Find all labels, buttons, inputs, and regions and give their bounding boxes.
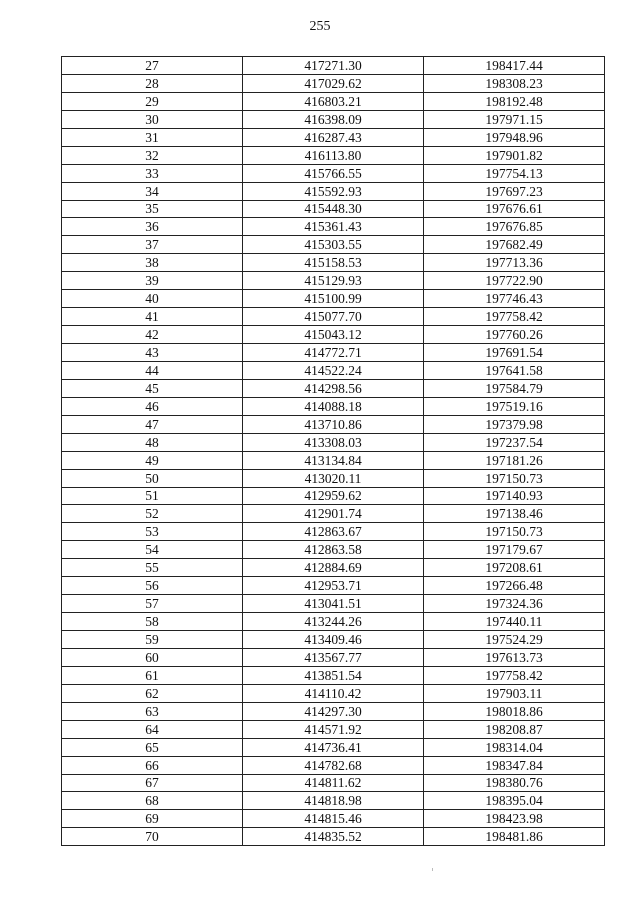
point-number-cell: 28: [62, 74, 243, 92]
table-row: [62, 451, 605, 469]
point-number-cell: 70: [62, 828, 243, 846]
x-coordinate-cell: 412863.58: [243, 541, 424, 559]
y-coordinate-cell: 198314.04: [424, 738, 605, 756]
point-number-cell: 61: [62, 666, 243, 684]
x-coordinate-cell: 414088.18: [243, 397, 424, 415]
table-row: [62, 595, 605, 613]
table-row: [62, 810, 605, 828]
x-coordinate-cell: 415448.30: [243, 200, 424, 218]
point-number-cell: 53: [62, 523, 243, 541]
table-row: [62, 74, 605, 92]
point-number-cell: 29: [62, 92, 243, 110]
point-number-cell: 43: [62, 344, 243, 362]
table-row: [62, 92, 605, 110]
x-coordinate-cell: 413020.11: [243, 469, 424, 487]
x-coordinate-cell: 416803.21: [243, 92, 424, 110]
x-coordinate-cell: 413710.86: [243, 415, 424, 433]
y-coordinate-cell: 197746.43: [424, 290, 605, 308]
point-number-cell: 59: [62, 631, 243, 649]
table-row: [62, 344, 605, 362]
table-row: [62, 433, 605, 451]
y-coordinate-cell: 197682.49: [424, 236, 605, 254]
point-number-cell: 32: [62, 146, 243, 164]
y-coordinate-cell: 198481.86: [424, 828, 605, 846]
x-coordinate-cell: 417271.30: [243, 57, 424, 75]
point-number-cell: 44: [62, 361, 243, 379]
y-coordinate-cell: 197948.96: [424, 128, 605, 146]
table-row: [62, 559, 605, 577]
point-number-cell: 41: [62, 308, 243, 326]
x-coordinate-cell: 415303.55: [243, 236, 424, 254]
table-row: [62, 110, 605, 128]
point-number-cell: 38: [62, 254, 243, 272]
table-row: [62, 379, 605, 397]
y-coordinate-cell: 197208.61: [424, 559, 605, 577]
table-row: [62, 774, 605, 792]
point-number-cell: 47: [62, 415, 243, 433]
table-row: [62, 200, 605, 218]
point-number-cell: 35: [62, 200, 243, 218]
y-coordinate-cell: 197713.36: [424, 254, 605, 272]
x-coordinate-cell: 412959.62: [243, 487, 424, 505]
y-coordinate-cell: 197524.29: [424, 631, 605, 649]
table-row: [62, 720, 605, 738]
y-coordinate-cell: 197760.26: [424, 326, 605, 344]
x-coordinate-cell: 412901.74: [243, 505, 424, 523]
table-row: [62, 164, 605, 182]
x-coordinate-cell: 414772.71: [243, 344, 424, 362]
y-coordinate-cell: 197140.93: [424, 487, 605, 505]
y-coordinate-cell: 197676.61: [424, 200, 605, 218]
y-coordinate-cell: 198395.04: [424, 792, 605, 810]
point-number-cell: 40: [62, 290, 243, 308]
point-number-cell: 63: [62, 702, 243, 720]
x-coordinate-cell: 415129.93: [243, 272, 424, 290]
point-number-cell: 52: [62, 505, 243, 523]
y-coordinate-cell: 197676.85: [424, 218, 605, 236]
y-coordinate-cell: 198380.76: [424, 774, 605, 792]
table-row: [62, 487, 605, 505]
y-coordinate-cell: 197722.90: [424, 272, 605, 290]
point-number-cell: 60: [62, 648, 243, 666]
x-coordinate-cell: 413041.51: [243, 595, 424, 613]
point-number-cell: 62: [62, 684, 243, 702]
point-number-cell: 31: [62, 128, 243, 146]
table-row: [62, 631, 605, 649]
x-coordinate-cell: 412863.67: [243, 523, 424, 541]
x-coordinate-cell: 414297.30: [243, 702, 424, 720]
table-row: [62, 128, 605, 146]
point-number-cell: 49: [62, 451, 243, 469]
x-coordinate-cell: 414110.42: [243, 684, 424, 702]
table-row: [62, 415, 605, 433]
x-coordinate-cell: 413851.54: [243, 666, 424, 684]
y-coordinate-cell: 197901.82: [424, 146, 605, 164]
x-coordinate-cell: 415592.93: [243, 182, 424, 200]
y-coordinate-cell: 197379.98: [424, 415, 605, 433]
y-coordinate-cell: 197697.23: [424, 182, 605, 200]
table-row: [62, 361, 605, 379]
point-number-cell: 45: [62, 379, 243, 397]
y-coordinate-cell: 197237.54: [424, 433, 605, 451]
y-coordinate-cell: 197138.46: [424, 505, 605, 523]
table-row: [62, 290, 605, 308]
table-row: [62, 702, 605, 720]
point-number-cell: 46: [62, 397, 243, 415]
coordinates-table: [61, 56, 605, 846]
point-number-cell: 65: [62, 738, 243, 756]
point-number-cell: 36: [62, 218, 243, 236]
x-coordinate-cell: 414835.52: [243, 828, 424, 846]
x-coordinate-cell: 413134.84: [243, 451, 424, 469]
point-number-cell: 33: [62, 164, 243, 182]
y-coordinate-cell: 198192.48: [424, 92, 605, 110]
y-coordinate-cell: 197324.36: [424, 595, 605, 613]
x-coordinate-cell: 416287.43: [243, 128, 424, 146]
y-coordinate-cell: 198308.23: [424, 74, 605, 92]
x-coordinate-cell: 412953.71: [243, 577, 424, 595]
table-row: [62, 236, 605, 254]
table-row: [62, 505, 605, 523]
x-coordinate-cell: 415766.55: [243, 164, 424, 182]
point-number-cell: 64: [62, 720, 243, 738]
x-coordinate-cell: 414818.98: [243, 792, 424, 810]
y-coordinate-cell: 197758.42: [424, 666, 605, 684]
y-coordinate-cell: 197150.73: [424, 523, 605, 541]
y-coordinate-cell: 197971.15: [424, 110, 605, 128]
table-row: [62, 57, 605, 75]
table-row: [62, 182, 605, 200]
table-row: [62, 792, 605, 810]
point-number-cell: 37: [62, 236, 243, 254]
x-coordinate-cell: 414811.62: [243, 774, 424, 792]
table-row: [62, 218, 605, 236]
x-coordinate-cell: 412884.69: [243, 559, 424, 577]
point-number-cell: 56: [62, 577, 243, 595]
y-coordinate-cell: 197584.79: [424, 379, 605, 397]
x-coordinate-cell: 414298.56: [243, 379, 424, 397]
x-coordinate-cell: 415077.70: [243, 308, 424, 326]
point-number-cell: 27: [62, 57, 243, 75]
y-coordinate-cell: 197266.48: [424, 577, 605, 595]
point-number-cell: 30: [62, 110, 243, 128]
y-coordinate-cell: 197519.16: [424, 397, 605, 415]
table-row: [62, 523, 605, 541]
table-row: [62, 577, 605, 595]
scan-speck: [432, 868, 433, 871]
x-coordinate-cell: 414782.68: [243, 756, 424, 774]
table-row: [62, 308, 605, 326]
x-coordinate-cell: 416113.80: [243, 146, 424, 164]
table-row: [62, 541, 605, 559]
x-coordinate-cell: 414815.46: [243, 810, 424, 828]
y-coordinate-cell: 197181.26: [424, 451, 605, 469]
table-row: [62, 326, 605, 344]
table-row: [62, 146, 605, 164]
x-coordinate-cell: 417029.62: [243, 74, 424, 92]
y-coordinate-cell: 197179.67: [424, 541, 605, 559]
point-number-cell: 48: [62, 433, 243, 451]
y-coordinate-cell: 198018.86: [424, 702, 605, 720]
x-coordinate-cell: 413567.77: [243, 648, 424, 666]
y-coordinate-cell: 198208.87: [424, 720, 605, 738]
table-row: [62, 613, 605, 631]
point-number-cell: 69: [62, 810, 243, 828]
x-coordinate-cell: 416398.09: [243, 110, 424, 128]
y-coordinate-cell: 197150.73: [424, 469, 605, 487]
table-row: [62, 469, 605, 487]
table-row: [62, 397, 605, 415]
table-row: [62, 738, 605, 756]
point-number-cell: 54: [62, 541, 243, 559]
x-coordinate-cell: 415043.12: [243, 326, 424, 344]
y-coordinate-cell: 197903.11: [424, 684, 605, 702]
table-row: [62, 828, 605, 846]
x-coordinate-cell: 415361.43: [243, 218, 424, 236]
x-coordinate-cell: 414736.41: [243, 738, 424, 756]
point-number-cell: 34: [62, 182, 243, 200]
x-coordinate-cell: 414571.92: [243, 720, 424, 738]
point-number-cell: 39: [62, 272, 243, 290]
y-coordinate-cell: 197613.73: [424, 648, 605, 666]
point-number-cell: 67: [62, 774, 243, 792]
point-number-cell: 42: [62, 326, 243, 344]
point-number-cell: 50: [62, 469, 243, 487]
x-coordinate-cell: 415158.53: [243, 254, 424, 272]
table-row: [62, 254, 605, 272]
y-coordinate-cell: 198347.84: [424, 756, 605, 774]
page-number: 255: [309, 19, 331, 34]
point-number-cell: 66: [62, 756, 243, 774]
y-coordinate-cell: 197641.58: [424, 361, 605, 379]
y-coordinate-cell: 198423.98: [424, 810, 605, 828]
x-coordinate-cell: 413308.03: [243, 433, 424, 451]
point-number-cell: 51: [62, 487, 243, 505]
y-coordinate-cell: 197691.54: [424, 344, 605, 362]
point-number-cell: 68: [62, 792, 243, 810]
table-row: [62, 756, 605, 774]
table-row: [62, 648, 605, 666]
point-number-cell: 57: [62, 595, 243, 613]
y-coordinate-cell: 198417.44: [424, 57, 605, 75]
y-coordinate-cell: 197754.13: [424, 164, 605, 182]
point-number-cell: 55: [62, 559, 243, 577]
table-row: [62, 666, 605, 684]
x-coordinate-cell: 415100.99: [243, 290, 424, 308]
table-row: [62, 272, 605, 290]
y-coordinate-cell: 197758.42: [424, 308, 605, 326]
x-coordinate-cell: 414522.24: [243, 361, 424, 379]
x-coordinate-cell: 413409.46: [243, 631, 424, 649]
x-coordinate-cell: 413244.26: [243, 613, 424, 631]
point-number-cell: 58: [62, 613, 243, 631]
y-coordinate-cell: 197440.11: [424, 613, 605, 631]
table-row: [62, 684, 605, 702]
coordinates-table-body: [62, 57, 605, 846]
